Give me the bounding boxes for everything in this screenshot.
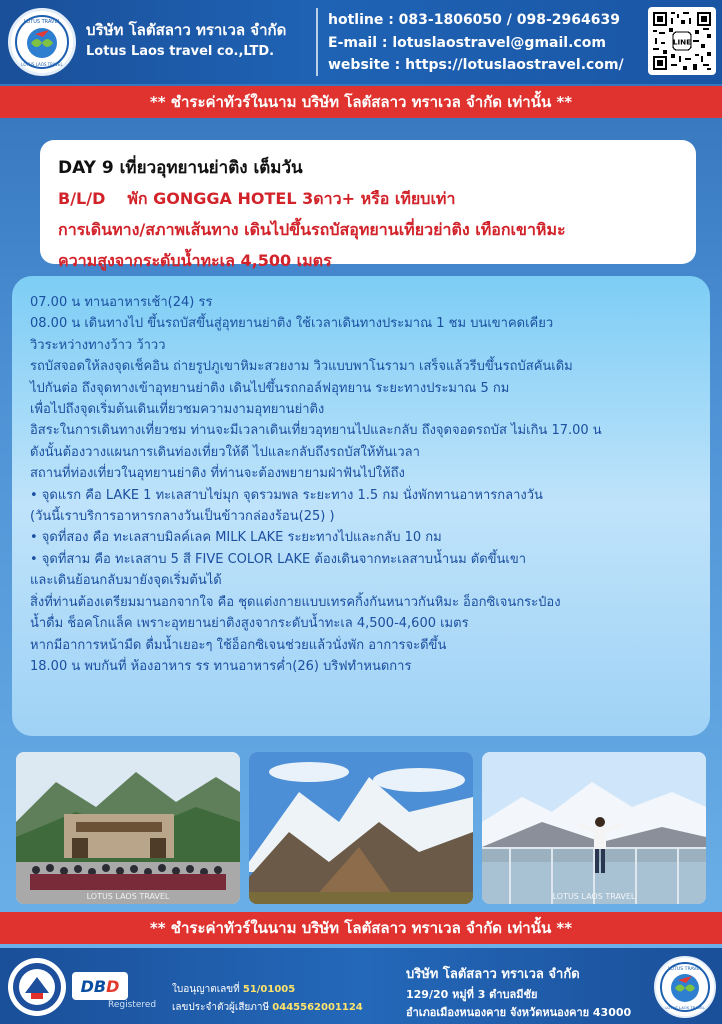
- route-line-1: การเดินทาง/สภาพเส้นทาง เดินไปขึ้นรถบัสอุทยานเที่ยวย่าติง เทือกเขาหิมะ: [58, 220, 566, 239]
- dbd-registered-logo: DB D: [72, 972, 128, 1000]
- photo-watermark: LOTUS LAOS TRAVEL: [552, 892, 636, 901]
- itinerary-line: ไปกันต่อ ถึงจุดทางเข้าอุทยานย่าติง เดินไปขึ้นรถกอล์ฟอุทยาน ระยะทางประมาณ 5 กม: [30, 380, 510, 396]
- globe-lotus-icon: [13, 13, 71, 71]
- svg-text:LOTUS TRAVEL: LOTUS TRAVEL: [668, 967, 702, 972]
- itinerary-line: ดังนั้นต้องวางแผนการเดินท่องเที่ยวให้ดี ไปและกลับถึงรถบัสให้ทันเวลา: [30, 444, 420, 460]
- itinerary-line: (วันนี้เราบริการอาหารกลางวันเป็นข้าวกล่องร้อน(25) ): [30, 509, 335, 525]
- footer-address-line-2: อำเภอเมืองหนองคาย จังหวัดหนองคาย 43000: [406, 1006, 632, 1019]
- tourism-authority-logo: [8, 958, 66, 1016]
- photo-watermark: LOTUS LAOS TRAVEL: [86, 892, 170, 901]
- itinerary-line: รถบัสจอดให้ลงจุดเช็คอิน ถ่ายรูปภูเขาหิมะสวยงาม วิวแบบพาโนรามา เสร็จแล้วรีบขึ้นรถบัสคันเดิม: [30, 359, 573, 375]
- registered-mark: Registered: [108, 1000, 157, 1010]
- lotus-travel-logo: [8, 8, 76, 76]
- payment-notice-banner-bottom: ** ชำระค่าทัวร์ในนาม บริษัท โลตัสลาว ทราเวล จำกัด เท่านั้น **: [0, 912, 722, 944]
- itinerary-line: เพื่อไปถึงจุดเริ่มต้นเดินเที่ยวชมความงามอุทยานย่าติง: [30, 402, 325, 418]
- svg-text:LOTUS LAOS TRAVEL: LOTUS LAOS TRAVEL: [21, 62, 63, 67]
- company-name-english: Lotus Laos travel co.,LTD.: [86, 44, 275, 59]
- tourism-emblem-icon: [11, 961, 63, 1013]
- footer-address-line-1: 129/20 หมู่ที่ 3 ตำบลมีชัย: [406, 988, 538, 1001]
- footer-company-name: บริษัท โลตัสลาว ทราเวล จำกัด: [406, 967, 580, 982]
- hotel-text: พัก GONGGA HOTEL 3ดาว+ หรือ เทียบเท่า: [127, 189, 456, 208]
- itinerary-line: วิวระหว่างทางว้าว ว้าวว: [30, 337, 166, 353]
- line-qr-code[interactable]: [648, 7, 716, 75]
- header-divider: [316, 8, 318, 76]
- qr-code-icon: [651, 10, 713, 72]
- tax-id: เลขประจำตัวผู้เสียภาษี 0445562001124: [172, 1002, 363, 1013]
- svg-text:LOTUS LAOS TRAVEL: LOTUS LAOS TRAVEL: [665, 1005, 705, 1010]
- hotline-text: hotline : 083-1806050 / 098-2964639: [328, 12, 620, 28]
- group-photo-image: [16, 752, 240, 904]
- globe-lotus-icon: [658, 960, 712, 1014]
- payment-notice-banner-top: ** ชำระค่าทัวร์ในนาม บริษัท โลตัสลาว ทราเวล จำกัด เท่านั้น **: [0, 86, 722, 118]
- itinerary-line: สิ่งที่ท่านต้องเตรียมมานอกจากใจ คือ ชุดแต่งกายแบบเทรคกิ้งกันหนาวกันหิมะ อ็อกซิเจนกระป๋อง: [30, 594, 561, 610]
- itinerary-line: • จุดที่สอง คือ ทะเลสาบมิลค์เลค MILK LAKE ระยะทางไปและกลับ 10 กม: [30, 530, 442, 546]
- page-header: [0, 0, 722, 84]
- meals-hotel-line: [58, 187, 680, 212]
- page-footer: [0, 948, 722, 1024]
- itinerary-line: 07.00 น ทานอาหารเช้า(24) รร: [30, 295, 213, 310]
- itinerary-line: อิสระในการเดินทางเที่ยวชม ท่านจะมีเวลาเดินเที่ยวอุทยานไปและกลับ ถึงจุดจอดรถบัส ไม่เกิน 17.00 น: [30, 423, 602, 439]
- itinerary-line: และเดินย้อนกลับมายังจุดเริ่มต้นได้: [30, 573, 222, 589]
- itinerary-line: • จุดที่สาม คือ ทะเลสาบ 5 สี FIVE COLOR LAKE ต้องเดินจากทะเลสาบน้ำนม ตัดขึ้นเขา: [30, 551, 527, 567]
- skywalk-image: [482, 752, 706, 904]
- itinerary-line: • จุดแรก คือ LAKE 1 ทะเลสาบไข่มุก จุดรวมพล ระยะทาง 1.5 กม นั่งพักทานอาหารกลางวัน: [30, 487, 543, 503]
- svg-text:LOTUS TRAVEL: LOTUS TRAVEL: [23, 19, 61, 25]
- itinerary-line: 18.00 น พบกันที่ ห้องอาหาร รร ทานอาหารค่ำ(26) บริฟทำหนดการ: [30, 658, 412, 674]
- itinerary-line: สถานที่ท่องเที่ยวในอุทยานย่าติง ที่ท่านจะต้องพยายามฝ่าฟันไปให้ถึง: [30, 466, 405, 482]
- license-number: ใบอนุญาตเลขที่ 51/01005: [172, 984, 296, 995]
- svg-text:LINE: LINE: [672, 37, 692, 47]
- day-title-card: [40, 140, 696, 270]
- photo-group-at-park-gate: [16, 752, 240, 904]
- itinerary-line: หากมีอาการหน้ามืด ดื่มน้ำเยอะๆ ใช้อ็อกซิเจนช่วยแล้วนั่งพัก อาการจะดีขึ้น: [30, 637, 447, 653]
- snow-mountain-image: [249, 752, 473, 904]
- route-line-2: ความสูงจากระดับน้ำทะเล 4,500 เมตร: [58, 251, 332, 270]
- itinerary-panel: [12, 276, 710, 736]
- company-name-thai: บริษัท โลตัสลาว ทราเวล จำกัด: [86, 21, 287, 39]
- day-title: DAY 9 เที่ยวอุทยานย่าติง เต็มวัน: [58, 158, 303, 178]
- meals-code: B/L/D: [58, 189, 106, 208]
- itinerary-line: 08.00 น เดินทางไป ขึ้นรถบัสขึ้นสู่อุทยานย่าติง ใช้เวลาเดินทางประมาณ 1 ชม บนเขาคดเคียว: [30, 316, 554, 332]
- website-link[interactable]: website : https://lotuslaostravel.com/: [328, 57, 624, 73]
- itinerary-line: น้ำดื่ม ช็อคโกแล็ค เพราะอุทยานย่าติงสูงจากระดับน้ำทะเล 4,500-4,600 เมตร: [30, 616, 469, 632]
- photo-skywalk-viewpoint: [482, 752, 706, 904]
- email-text: E-mail : lotuslaostravel@gmail.com: [328, 35, 606, 51]
- lotus-travel-logo-footer: [654, 956, 716, 1018]
- photo-snow-mountain: [249, 752, 473, 904]
